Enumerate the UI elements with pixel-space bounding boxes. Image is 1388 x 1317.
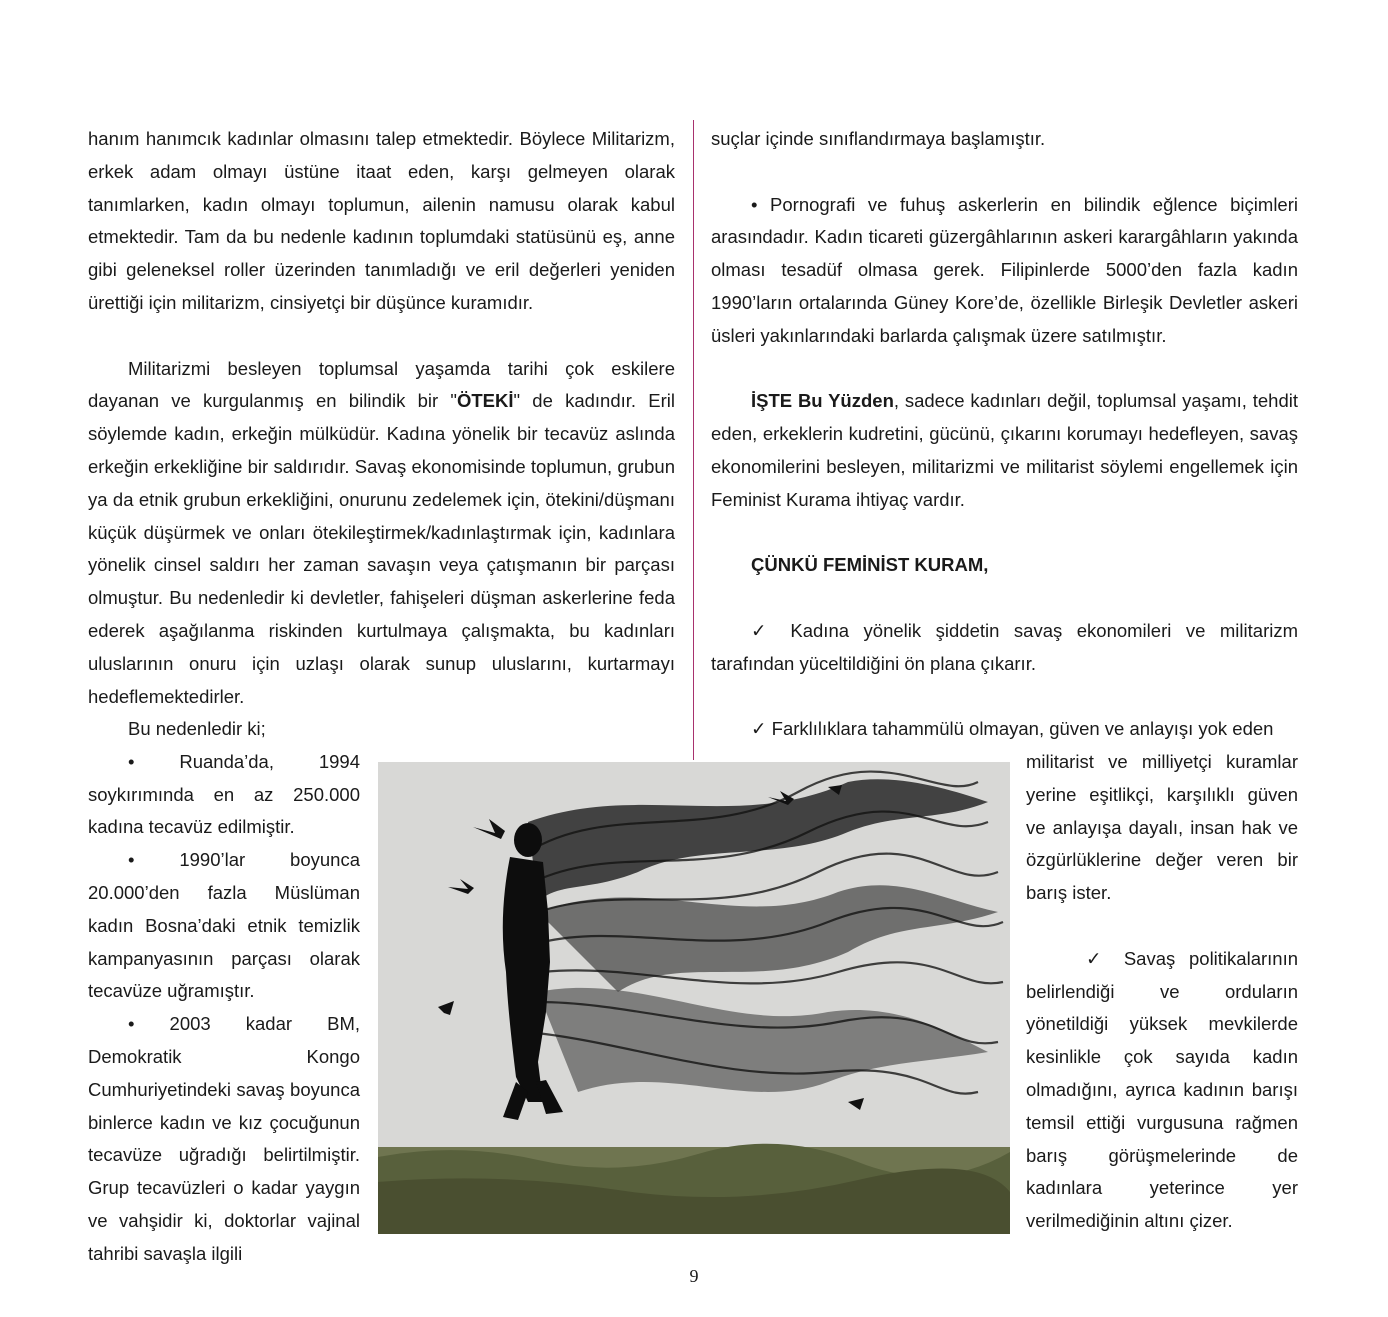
bullet-kongo: • 2003 kadar BM, Demokratik Kongo Cumhuriyetindeki savaş boyunca binlerce kadın ve kız çocuğunun tecavüze uğradığı belirtilmiştir. Grup tecavüzleri o kadar yaygın ve vahşidir ki, doktorlar vajinal tahribi savaşla ilgili	[88, 1013, 360, 1264]
street-art-image	[378, 762, 1010, 1234]
left-paragraph-1: hanım hanımcık kadınlar olmasını talep etmektedir. Böylece Militarizm, erkek adam olmayı üstüne itaat eden, karşı gelmeyen olarak tanımlarken, kadın olmayı toplumun, ailenin namusu olarak kabul etmektedir. Tam da bu nedenle kadının toplumdaki statüsünü eş, anne gibi geleneksel roller üzerinden tanımladığı ve eril değerleri yeniden ürettiği için militarizm, cinsiyetçi bir düşünce kuramıdır.	[88, 128, 675, 313]
oteki-bold: ÖTEKİ	[456, 390, 514, 412]
section-heading: ÇÜNKÜ FEMİNİST KURAM,	[751, 554, 989, 576]
iste-bold: İŞTE Bu Yüzden	[751, 390, 894, 412]
right-paragraph-0: suçlar içinde sınıflandırmaya başlamıştır.	[711, 128, 1046, 149]
left-paragraph-2: Militarizmi besleyen toplumsal yaşamda tarihi çok eskilere dayanan ve kurgulanmış en bilindik bir "ÖTEKİ" de kadındır. Eril söylemde kadın, erkeğin mülküdür. Kadına yönelik bir tecavüz aslında erkeğin erkekliğine bir saldırıdır. Savaş ekonomisinde toplumun, grubun ya da etnik grubun erkekliğini, onurunu zedelemek için, ötekini/düşmanı küçük düşürmek ve onları ötekileştirmek/kadınlaştırmak için, kadınlara yönelik cinsel saldırı her zaman savaşın veya çatışmanın bir parçası olmuştur. Bu nedenledir ki devletler, fahişeleri düşman askerlerine feda ederek aşağılanma riskinden kurtulmaya çalışmakta, bu kadınları uluslarının onuru için uzlaşı olarak sunup uluslarını, kurtarmayı hedeflemektedirler.	[88, 357, 676, 707]
right-column	[711, 123, 1298, 746]
lead-text: Bu nedenledir ki;	[128, 718, 266, 739]
check-item-2-continued: militarist ve milliyetçi kuramlar yerine eşitlikçi, karşılıklı güven ve anlayışa dayalı, insan hak ve özgürlüklerine değer veren bir barış ister.	[1026, 751, 1298, 904]
right-paragraph-iste: İŞTE Bu Yüzden, sadece kadınları değil, toplumsal yaşamı, tehdit eden, erkeklerin kudretini, gücünü, çıkarını korumayı hedefleyen, savaş ekonomilerini besleyen, militarizmi ve militarist söylemi engellemek için Feminist Kurama ihtiyaç vardır.	[711, 390, 1298, 510]
check-item-2: ✓ Farklılıklara tahammülü olmayan, güven ve anlayışı yok eden	[751, 718, 1274, 740]
right-bottom-column	[1026, 746, 1298, 1238]
left-bottom-column	[88, 713, 360, 1271]
bullet-bosna: • 1990’lar boyunca 20.000’den fazla Müslüman kadın Bosna’daki etnik temizlik kampanyasının parçası olarak tecavüze uğramıştır.	[88, 849, 360, 1002]
check-item-3: ✓ Savaş politikalarının belirlendiği ve orduların yönetildiği yüksek mevkilerde kesinlikle çok sayıda kadın olmadığını, ayrıca kadının barışı temsil ettiği vurgusuna rağmen barış görüşmelerinde de kadınlara yeterince yer verilmediğinin altını çizer.	[1026, 947, 1298, 1232]
bullet-ruanda: • Ruanda’da, 1994 soykırımında en az 250.000 kadına tecavüz edilmiştir.	[88, 750, 360, 838]
check-item-1: ✓ Kadına yönelik şiddetin savaş ekonomileri ve militarizm tarafından yüceltildiğini ön plana çıkarır.	[711, 619, 1298, 674]
page-number: 9	[689, 1266, 699, 1286]
right-paragraph-pornografi: • Pornografi ve fuhuş askerlerin en bilindik eğlence biçimleri arasındadır. Kadın ticareti güzergâhlarının askeri karargâhların yakında olması tesadüf olmasa gerek. Filipinlerde 5000’den fazla kadın 1990’ların ortalarında Güney Kore’de, özellikle Birleşik Devletler askeri üsleri yakınlarındaki barlarda çalışmak üzere satılmıştır.	[711, 193, 1298, 346]
left-column	[88, 123, 675, 713]
column-divider	[693, 120, 694, 760]
